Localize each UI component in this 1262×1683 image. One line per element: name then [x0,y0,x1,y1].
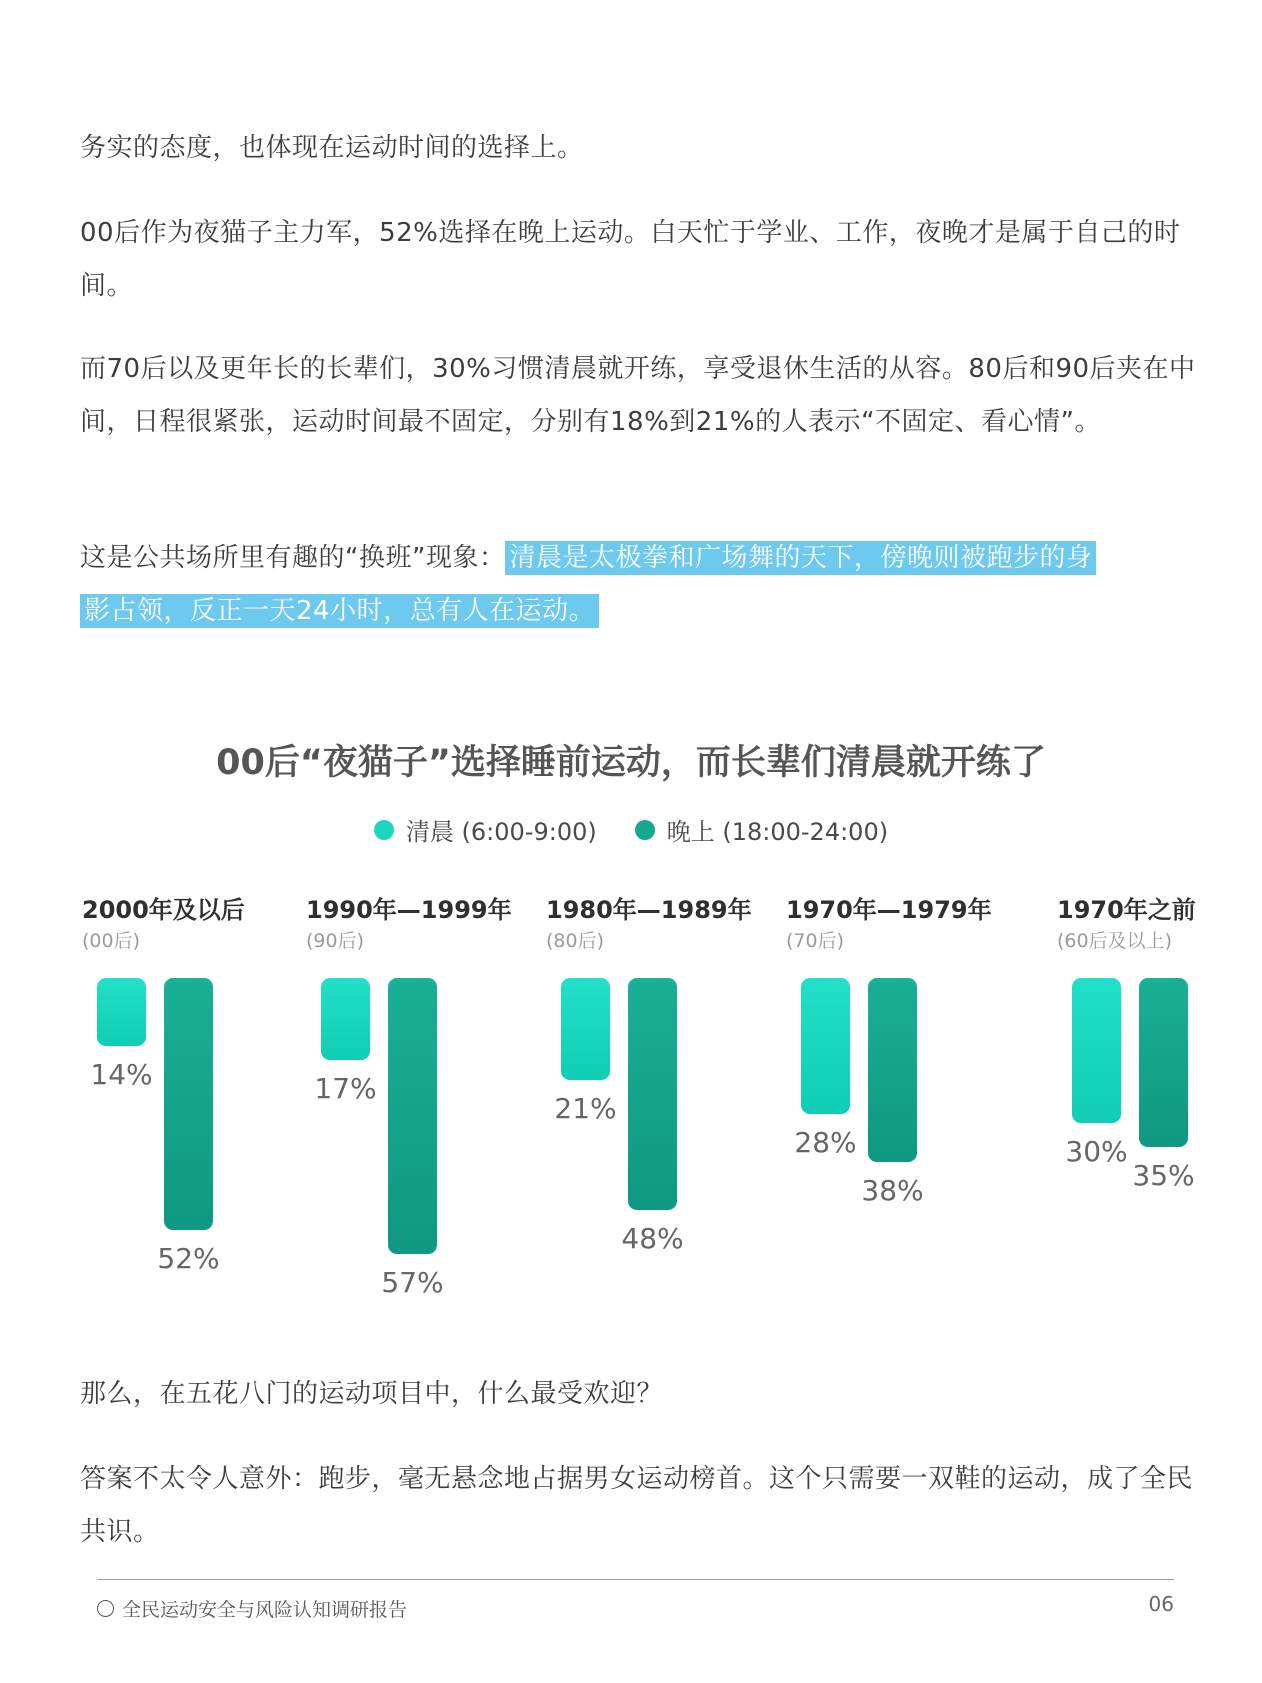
circle-icon [97,1600,114,1617]
legend-item-morning [374,812,597,847]
group-sublabel-2: (80后) [546,930,605,952]
bar-evening-2 [628,978,677,1210]
legend-dot-evening [635,820,655,840]
bar-evening-4 [1139,978,1188,1147]
group-sublabel-3: (70后) [786,930,845,952]
group-label-2: 1980年—1989年 [546,896,752,924]
footer-divider [97,1579,1174,1580]
value-label-evening-3: 38% [861,1173,924,1207]
value-label-evening-2: 48% [621,1222,684,1256]
bar-evening-1 [388,978,437,1254]
group-sublabel-4: (60后及以上) [1057,930,1173,952]
bar-evening-3 [868,978,917,1162]
paragraph-1: 务实的态度，也体现在运动时间的选择上。 [80,133,584,163]
value-label-evening-1: 57% [381,1265,444,1299]
legend-label-morning: 清晨 (6:00-9:00) [405,818,597,846]
paragraph-2: 00后作为夜猫子主力军，52%选择在晚上运动。白天忙于学业、工作，夜晚才是属于自己的时间。 [80,218,1181,301]
bar-morning-0 [97,978,146,1046]
legend-label-evening: 晚上 (18:00-24:00) [666,818,889,846]
bar-morning-3 [801,978,850,1114]
value-label-morning-1: 17% [314,1072,377,1106]
bar-morning-2 [561,978,610,1080]
group-sublabel-1: (90后) [306,930,365,952]
footer-title [97,1595,407,1622]
value-label-evening-0: 52% [157,1241,220,1275]
chart-legend [0,812,1262,847]
page-number: 06 [1148,1592,1174,1616]
bar-morning-4 [1072,978,1121,1123]
paragraph-4-highlight-1: 清晨是太极拳和广场舞的天下，傍晚则被跑步的身 [505,541,1096,575]
group-sublabel-0: (00后) [82,930,141,952]
chart-title: 00后“夜猫子”选择睡前运动，而长辈们清晨就开练了 [216,743,1046,783]
footer-title-text: 全民运动安全与风险认知调研报告 [122,1599,408,1621]
legend-item-evening [635,812,888,847]
paragraph-6: 答案不太令人意外：跑步，毫无悬念地占据男女运动榜首。这个只需要一双鞋的运动，成了全民共识。 [80,1464,1194,1547]
value-label-morning-2: 21% [554,1091,617,1125]
paragraph-3: 而70后以及更年长的长辈们，30%习惯清晨就开练，享受退休生活的从容。80后和90后夹在中间，日程很紧张，运动时间最不固定，分别有18%到21%的人表示“不固定、看心情”。 [80,354,1196,437]
value-label-evening-4: 35% [1132,1159,1195,1193]
group-label-3: 1970年—1979年 [786,896,992,924]
bar-morning-1 [321,978,370,1060]
value-label-morning-3: 28% [794,1125,857,1159]
group-label-4: 1970年之前 [1057,896,1196,924]
value-label-morning-0: 14% [90,1057,153,1091]
paragraph-5: 那么，在五花八门的运动项目中，什么最受欢迎？ [80,1379,664,1409]
paragraph-4-highlight-2: 影占领，反正一天24小时，总有人在运动。 [80,594,599,628]
group-label-0: 2000年及以后 [82,896,245,924]
bar-evening-0 [164,978,213,1230]
legend-dot-morning [374,820,394,840]
paragraph-4-plain: 这是公共场所里有趣的“换班”现象： [80,543,506,573]
paragraph-4 [80,532,1200,638]
value-label-morning-4: 30% [1065,1135,1128,1169]
group-label-1: 1990年—1999年 [306,896,512,924]
